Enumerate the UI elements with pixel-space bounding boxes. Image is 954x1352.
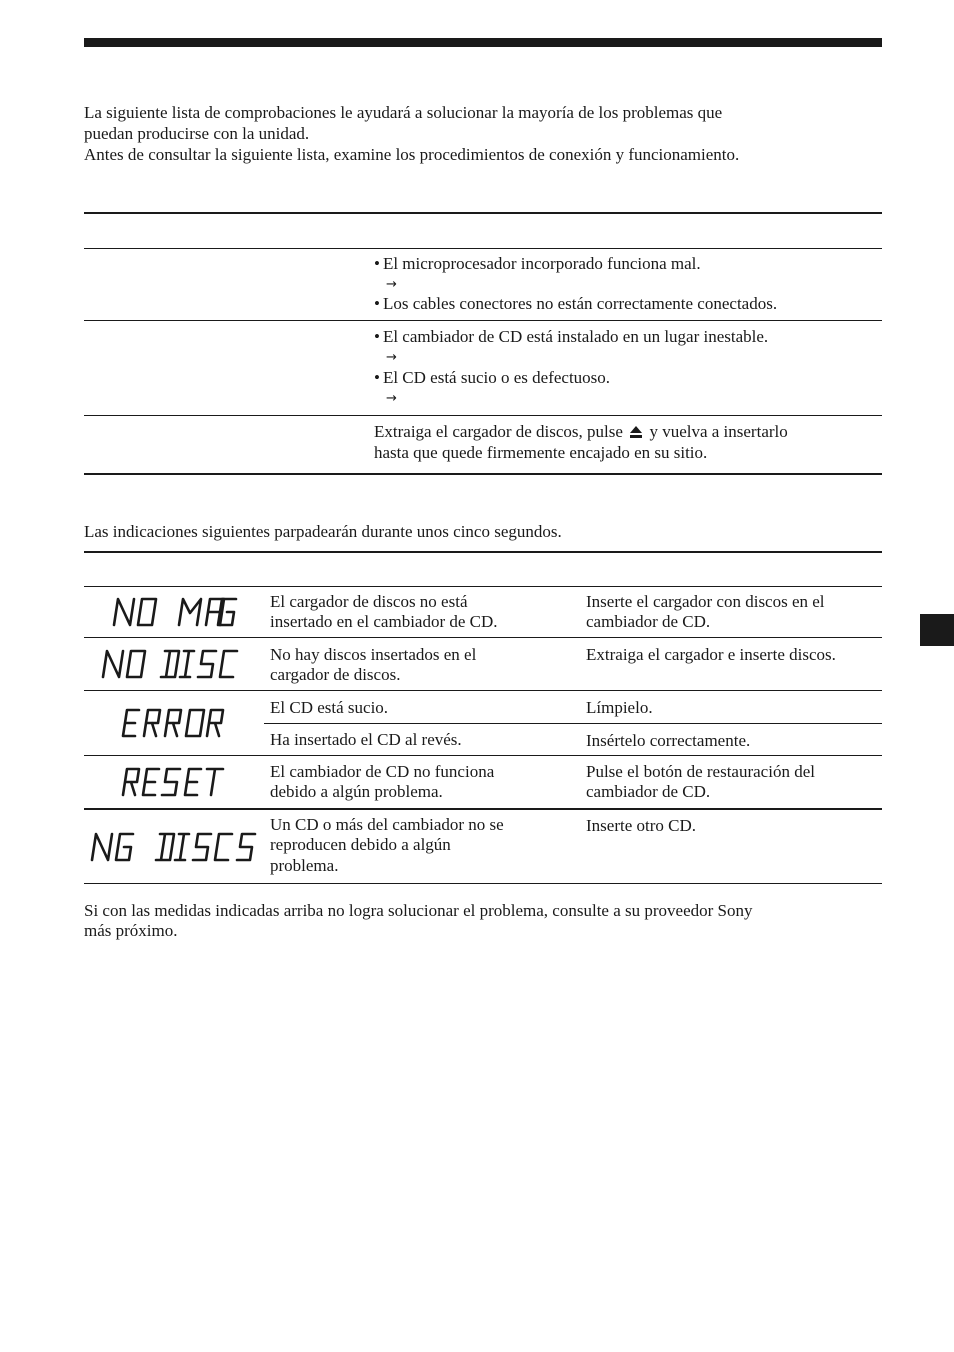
cause-text: El cambiador de CD no funciona [270,762,495,781]
section-thumb-tab [920,614,954,646]
lcd-ng-discs [84,811,264,882]
table2-row-divider [84,808,882,810]
table1-row-divider [84,415,882,416]
solution-text: Pulse el botón de restauración del [586,762,815,781]
table1-header-rule [84,248,882,249]
table2-row-divider [84,637,882,638]
table1-top-rule [84,212,882,214]
solution-text: Límpielo. [586,698,653,717]
table2-row-divider [84,755,882,756]
footer-note-line-2: más próximo. [84,921,178,940]
table1-remedy-line [374,421,788,444]
table1-remedy-line: hasta que quede firmemente encajado en su sitio. [374,443,708,462]
eject-icon [629,423,643,444]
cause-text: debido a algún problema. [270,782,443,801]
lcd-no-disc [84,639,264,689]
table1-cause: • El cambiador de CD está instalado en un lugar inestable. [374,326,768,347]
cause-text: No hay discos insertados en el [270,645,477,664]
arrow-icon: → [386,277,397,292]
table1-bottom-rule [84,473,882,475]
table2-header-rule [84,586,882,587]
table1-cause: • El microprocesador incorporado funciona mal. [374,253,701,274]
table1-cause: • El CD está sucio o es defectuoso. [374,367,610,388]
intro-line-2: puedan producirse con la unidad. [84,124,310,143]
cause-text: reproducen debido a algún [270,835,451,854]
header-bar [84,38,882,47]
remedy-text: y vuelva a insertarlo [649,422,788,441]
arrow-icon: → [386,350,397,365]
table2-row-divider [84,690,882,691]
lcd-error [84,692,264,754]
solution-text: Inserte otro CD. [586,816,697,835]
table2-sub-divider [264,723,882,724]
display-intro: Las indicaciones siguientes parpadearán durante unos cinco segundos. [84,522,562,541]
arrow-icon: → [386,391,397,406]
intro-line-1: La siguiente lista de comprobaciones le ayudará a solucionar la mayoría de los problemas que [84,103,723,122]
cause-text: El cargador de discos no está [270,592,468,611]
intro-line-3: Antes de consultar la siguiente lista, examine los procedimientos de conexión y funcionamiento. [84,145,740,164]
table2-top-rule [84,551,882,553]
solution-text: Extraiga el cargador e inserte discos. [586,645,836,664]
table2-bottom-rule [84,883,882,884]
footer-note-line-1: Si con las medidas indicadas arriba no logra solucionar el problema, consulte a su proveedor Sony [84,901,753,920]
table1-row-divider [84,320,882,321]
solution-text: Insértelo correctamente. [586,731,751,750]
table1-cause: • Los cables conectores no están correctamente conectados. [374,293,777,314]
cause-text: El CD está sucio. [270,698,389,717]
solution-text: Inserte el cargador con discos en el [586,592,825,611]
cause-text: insertado en el cambiador de CD. [270,612,498,631]
solution-text: cambiador de CD. [586,612,711,631]
cause-text: Ha insertado el CD al revés. [270,730,462,749]
cause-text: Un CD o más del cambiador no se [270,815,504,834]
lcd-reset [84,757,264,807]
lcd-no-mag [84,588,264,636]
remedy-text: Extraiga el cargador de discos, pulse [374,422,623,441]
solution-text: cambiador de CD. [586,782,711,801]
cause-text: cargador de discos. [270,665,401,684]
cause-text: problema. [270,856,339,875]
